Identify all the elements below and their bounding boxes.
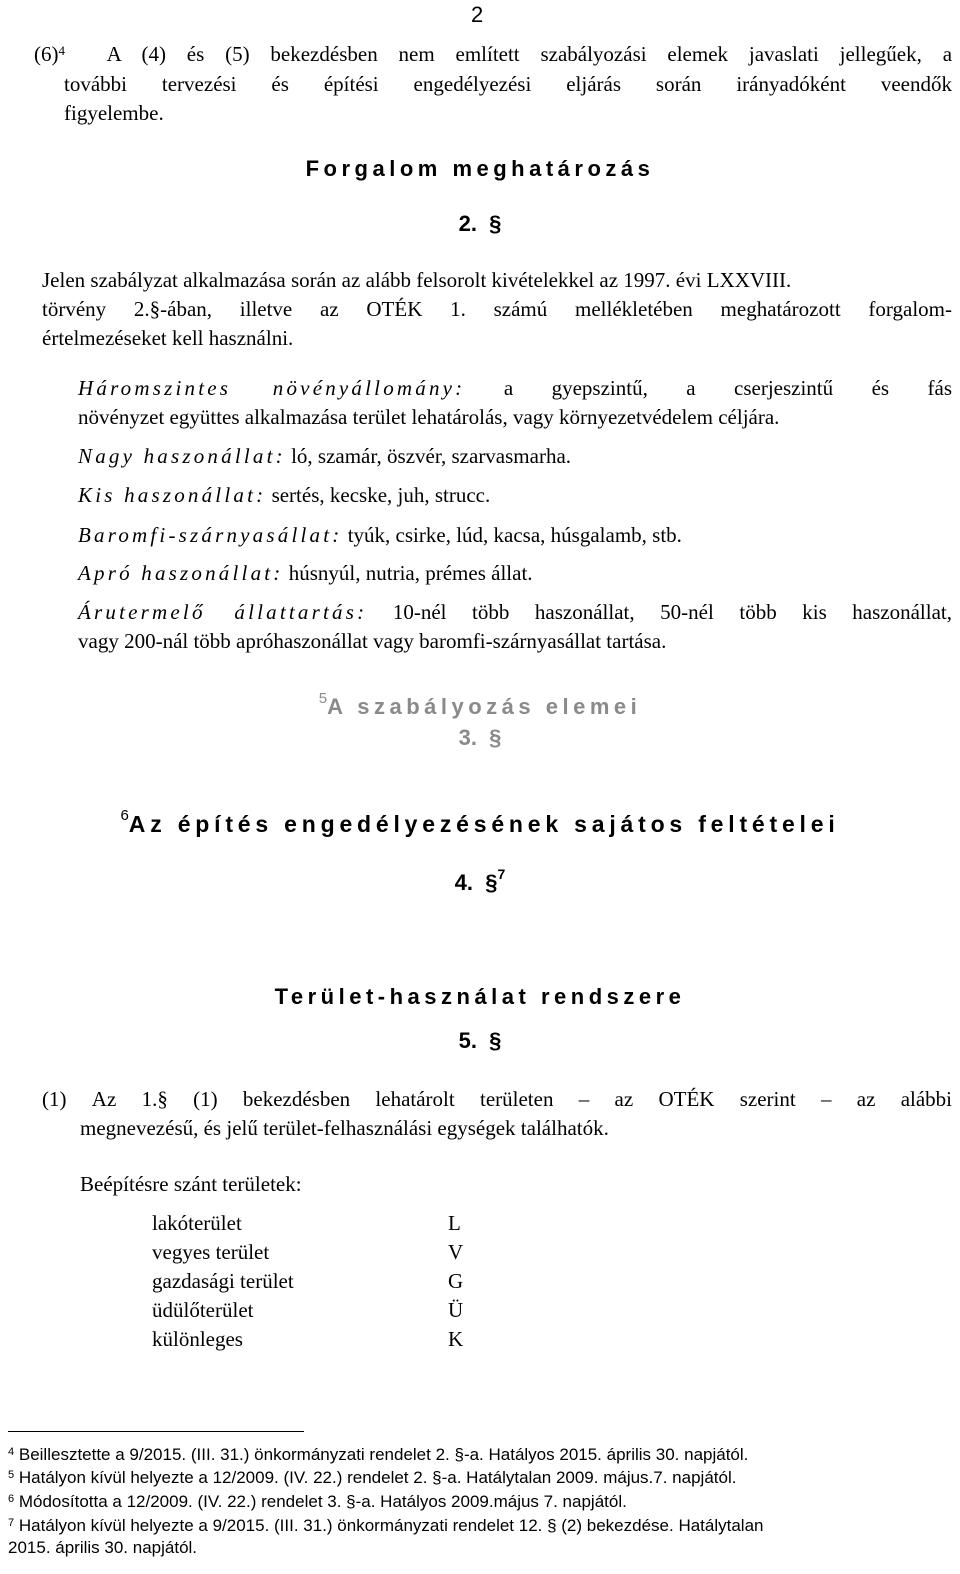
paragraph-6-cont (64, 70, 952, 128)
definition-term: Baromfi-szárnyasállat: (78, 523, 343, 547)
terulet-paragraph-number: (1) (42, 1087, 67, 1111)
forgalom-intro-line2: törvény 2.§-ában, illetve az OTÉK 1. számú mellékletében meghatározott forgalom- (42, 297, 952, 321)
page-number: 2 (471, 2, 484, 27)
definition-term: Háromszintes növényállomány: (78, 376, 466, 400)
list-item-code: K (448, 1327, 464, 1351)
list-item-code: L (448, 1211, 461, 1235)
definition-4 (78, 521, 952, 550)
footnote-number: 7 (8, 1517, 15, 1529)
definition-text-cont: növényzet együttes alkalmazása terület lehatárolás, vagy környezetvédelem céljára. (78, 405, 780, 429)
definition-term: Apró haszonállat: (78, 561, 284, 585)
footnote-ref-4: 4 (58, 43, 65, 58)
definition-5 (78, 559, 952, 588)
footnote-divider (8, 1431, 304, 1432)
list-item-name: lakóterület (152, 1211, 242, 1235)
paragraph-6-text1: A (4) és (5) bekezdésben nem említett szabályozási elemek javaslati jellegűek, a (106, 42, 953, 66)
epites-heading-text: Az építés engedélyezésének sajátos feltételei (128, 811, 840, 837)
section-sign-icon: § (489, 725, 502, 750)
list-item-name: üdülőterület (152, 1298, 254, 1322)
forgalom-intro (42, 266, 952, 353)
footnote-text: Hatályon kívül helyezte a 12/2009. (IV. 22.) rendelet 2. §-a. Hatálytalan 2009. május.7. napjától. (18, 1468, 737, 1487)
szabalyozas-heading-text: A szabályozás elemei (327, 694, 642, 719)
definition-term: Kis haszonállat: (78, 483, 267, 507)
section-sign-icon: § (489, 1028, 502, 1053)
definition-text: tyúk, csirke, lúd, kacsa, húsgalamb, stb. (342, 523, 682, 547)
footnote-7 (8, 1515, 938, 1559)
footnote-ref-5: 5 (318, 690, 328, 707)
definition-term: Nagy haszonállat: (78, 444, 286, 468)
forgalom-heading: Forgalom meghatározás (305, 156, 655, 181)
terulet-paragraph-1-cont (80, 1114, 952, 1143)
section-5 (0, 1028, 960, 1054)
terulet-heading: Terület-használat rendszere (274, 984, 686, 1009)
footnote-number: 6 (8, 1493, 15, 1505)
terulet-paragraph-line2: megnevezésű, és jelű terület-felhasználási egységek találhatók. (80, 1116, 609, 1140)
definition-6 (78, 598, 952, 656)
section-4 (0, 866, 960, 896)
terulet-paragraph-line1: Az 1.§ (1) bekezdésben lehatárolt területen – az OTÉK szerint – az alábbi (91, 1087, 953, 1111)
section-2-number: 2. (458, 211, 477, 236)
definition-3 (78, 481, 952, 510)
definition-text: 10-nél több haszonállat, 50-nél több kis haszonállat, (367, 600, 953, 624)
epites-heading (0, 807, 960, 838)
definition-text: ló, szamár, öszvér, szarvasmarha. (285, 444, 572, 468)
definition-text: a gyepszintű, a cserjeszintű és fás (465, 376, 952, 400)
paragraph-6 (34, 40, 952, 69)
list-item-name: gazdasági terület (152, 1269, 294, 1293)
paragraph-6-line3: figyelembe. (64, 101, 164, 125)
footnote-5 (8, 1467, 938, 1489)
definition-2 (78, 442, 952, 471)
list-item-code: G (448, 1269, 464, 1293)
footnote-number: 4 (8, 1446, 15, 1458)
szabalyozas-heading (0, 690, 960, 720)
list-item-name: különleges (152, 1327, 243, 1351)
footnote-ref-7: 7 (497, 866, 506, 882)
section-3-number: 3. (458, 725, 477, 750)
section-4-number: 4. (454, 870, 474, 895)
forgalom-intro-line3: értelmezéseket kell használni. (42, 326, 294, 350)
forgalom-intro-line1: Jelen szabályzat alkalmazása során az alább felsorolt kivételekkel az 1997. évi LXXVIII. (42, 268, 792, 292)
list-item-name: vegyes terület (152, 1240, 270, 1264)
section-2 (0, 211, 960, 237)
definition-1 (78, 374, 952, 432)
footnote-number: 5 (8, 1469, 15, 1481)
terulet-paragraph-1 (42, 1085, 952, 1114)
footnote-6 (8, 1491, 938, 1513)
list-item-code: V (448, 1240, 464, 1264)
definition-term: Árutermelő állattartás: (78, 600, 368, 624)
footnote-text-cont: 2015. április 30. napjától. (8, 1538, 198, 1557)
footnote-ref-6: 6 (120, 807, 129, 824)
paragraph-6-line2: további tervezési és építési engedélyezési eljárás során irányadóként veendők (64, 72, 952, 96)
footnote-4 (8, 1444, 938, 1466)
list-title: Beépítésre szánt területek: (80, 1172, 302, 1196)
footnote-text: Hatályon kívül helyezte a 9/2015. (III. 31.) önkormányzati rendelet 12. § (2) bekezdése. Hatálytalan (18, 1516, 764, 1535)
paragraph-6-line1 (34, 40, 952, 69)
section-3 (0, 725, 960, 751)
footnote-text: Módosította a 12/2009. (IV. 22.) rendelet 3. §-a. Hatályos 2009.május 7. napjától. (18, 1492, 627, 1511)
paragraph-6-number: (6) (34, 42, 59, 66)
footnote-text: Beillesztette a 9/2015. (III. 31.) önkormányzati rendelet 2. §-a. Hatályos 2015. április 30. napjától. (18, 1445, 749, 1464)
definition-text: sertés, kecske, juh, strucc. (266, 483, 491, 507)
definition-text-cont: vagy 200-nál több apróhaszonállat vagy baromfi-szárnyasállat tartása. (78, 629, 667, 653)
definition-text: húsnyúl, nutria, prémes állat. (283, 561, 533, 585)
section-5-number: 5. (458, 1028, 477, 1053)
section-sign-icon: § (489, 211, 502, 236)
section-sign-icon: § (485, 870, 498, 895)
list-item-code: Ü (448, 1298, 464, 1322)
